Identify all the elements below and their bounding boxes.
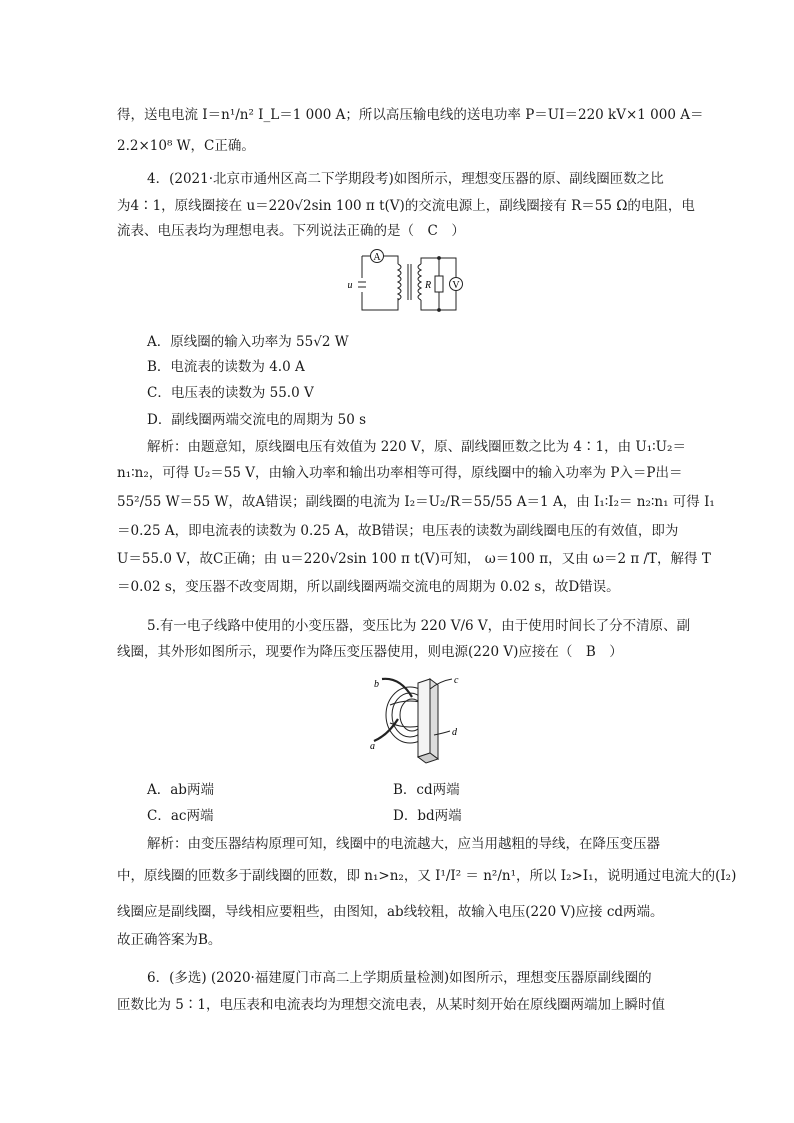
question-4-line: 流表、电压表均为理想电表。下列说法正确的是（ C ） xyxy=(117,223,465,239)
q4-option-c: C．电压表的读数为 55.0 V xyxy=(147,385,314,401)
q4-option-b: B．电流表的读数为 4.0 A xyxy=(147,359,305,375)
resistor-label: R xyxy=(424,280,432,291)
question-4-line: 为4∶1，原线圈接在 u＝220√2sin 100 π t(V)的交流电源上，副线圈接有 R＝55 Ω的电阻，电 xyxy=(117,198,695,214)
solution-line: U＝55.0 V，故C正确；由 u＝220√2sin 100 π t(V)可知， ω＝100 π，又由 ω＝2 π /T，解得 T xyxy=(117,551,711,567)
q5-option-d: D．bd两端 xyxy=(393,808,462,824)
q4-option-d: D．副线圈两端交流电的周期为 50 s xyxy=(147,412,367,428)
solution-line: 中，原线圈的匝数多于副线圈的匝数，即 n₁>n₂，又 I¹/I² ＝ n²/n¹，所以 I₂>I₁，说明通过电流大的(I₂) xyxy=(117,868,737,884)
solution-line: 故正确答案为B。 xyxy=(117,932,222,948)
small-transformer-figure xyxy=(368,675,478,765)
terminal-a-label: a xyxy=(370,741,375,752)
question-5-line: 5.有一电子线路中使用的小变压器，变压比为 220 V/6 V，由于使用时间长了分不清原、副 xyxy=(147,618,691,634)
question-5-line: 线圈，其外形如图所示，现要作为降压变压器使用，则电源(220 V)应接在（ B ） xyxy=(117,644,623,660)
question-4-line: 4．(2021·北京市通州区高二下学期段考)如图所示，理想变压器的原、副线圈匝数之比 xyxy=(147,171,664,187)
question-6-line: 匝数比为 5∶1，电压表和电流表均为理想交流电表，从某时刻开始在原线圈两端加上瞬时值 xyxy=(117,997,665,1013)
solution-line: n₁∶n₂，可得 U₂＝55 V，由输入功率和输出功率相等可得，原线圈中的输入功率为 P入＝P出＝ xyxy=(117,465,683,481)
source-label: u xyxy=(347,280,353,291)
q4-option-a: A．原线圈的输入功率为 55√2 W xyxy=(147,334,349,350)
solution-line: 55²/55 W＝55 W，故A错误；副线圈的电流为 I₂＝U₂/R＝55/55 A＝1 A，由 I₁∶I₂＝ n₂∶n₁ 可得 I₁ xyxy=(117,494,715,510)
question-6-line: 6．(多选) (2020·福建厦门市高二上学期质量检测)如图所示，理想变压器原副线圈的 xyxy=(147,970,652,986)
transformer-circuit-figure xyxy=(338,248,458,316)
solution-line: ＝0.02 s，变压器不改变周期，所以副线圈两端交流电的周期为 0.02 s，故D错误。 xyxy=(117,579,620,595)
ammeter-label: A xyxy=(373,252,381,263)
terminal-b-label: b xyxy=(374,679,379,690)
q5-option-c: C．ac两端 xyxy=(147,808,214,824)
solution-line: ＝0.25 A，即电流表的读数为 0.25 A，故B错误；电压表的读数为副线圈电压的有效值，即为 xyxy=(117,523,679,539)
solution-line: 解析：由变压器结构原理可知，线圈中的电流越大，应当用越粗的导线，在降压变压器 xyxy=(147,836,660,852)
solution-line: 解析：由题意知，原线圈电压有效值为 220 V，原、副线圈匝数之比为 4∶1，由 U₁∶U₂＝ xyxy=(147,439,686,455)
terminal-d-label: d xyxy=(452,727,457,738)
voltmeter-label: V xyxy=(452,280,460,291)
text-line: 2.2×10⁸ W，C正确。 xyxy=(117,138,255,154)
q5-option-a: A．ab两端 xyxy=(147,782,214,798)
solution-line: 线圈应是副线圈，导线相应要粗些，由图知，ab线较粗，故输入电压(220 V)应接 cd两端。 xyxy=(117,904,664,920)
q5-option-b: B．cd两端 xyxy=(393,782,460,798)
terminal-c-label: c xyxy=(454,675,459,686)
text-line: 得，送电电流 I＝n¹/n² I_L＝1 000 A；所以高压输电线的送电功率 P＝UI＝220 kV×1 000 A＝ xyxy=(117,107,704,123)
